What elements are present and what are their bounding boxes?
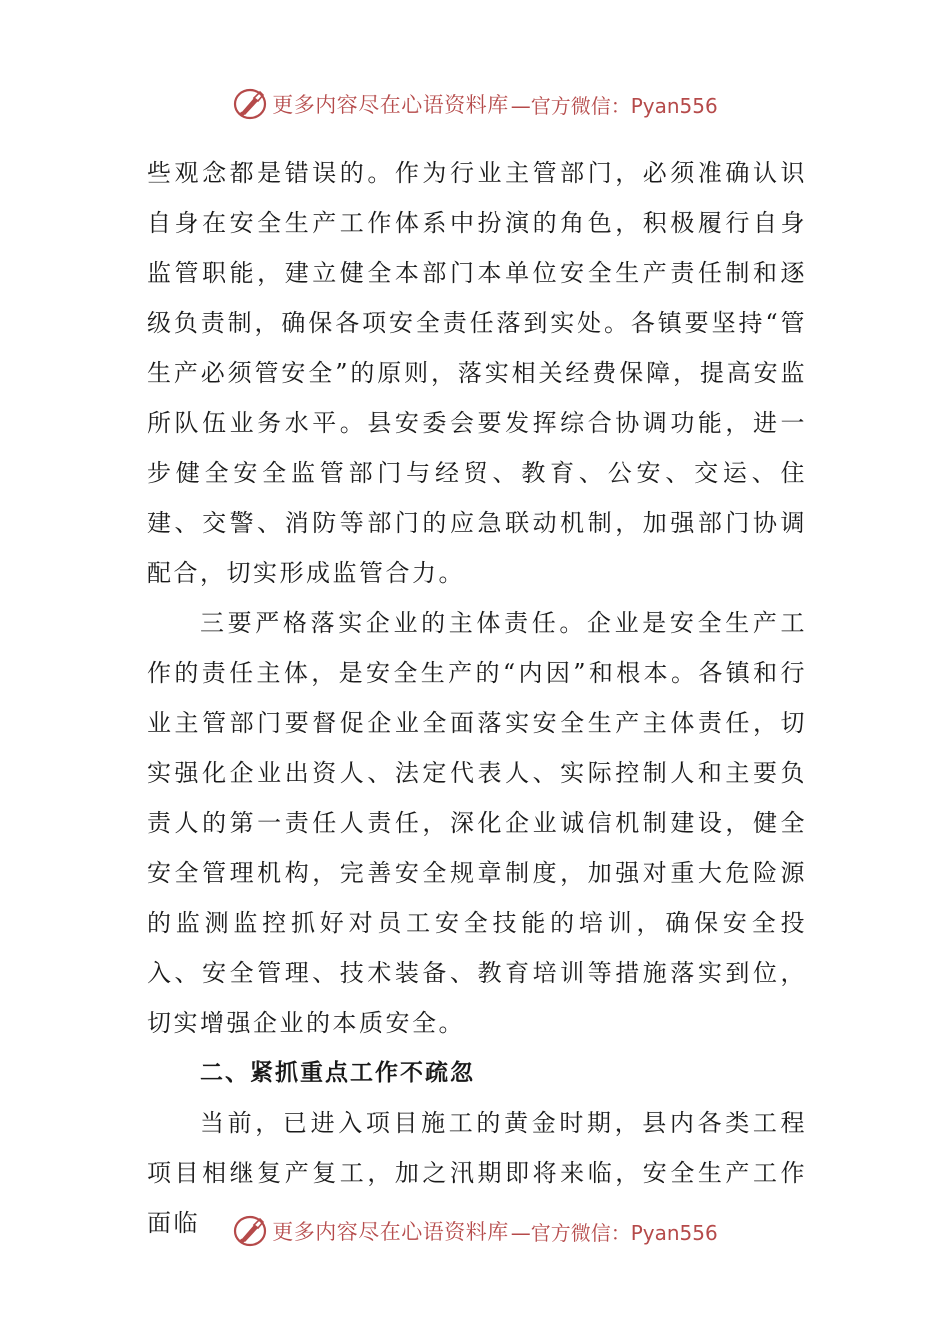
paragraph-1: 些观念都是错误的。作为行业主管部门，必须准确认识自身在安全生产工作体系中扮演的角色，积极履行自身监管职能，建立健全本部门本单位安全生产责任制和逐级负责制，确保各项安全责任落到实处。各镇要坚持“管生产必须管安全”的原则，落实相关经费保障，提高安监所队伍业务水平。县安委会要发挥综合协调功能，进一步健全安全监管部门与经贸、教育、公安、交运、住建、交警、消防等部门的应急联动机制，加强部门协调配合，切实形成监管合力。 xyxy=(147,159,807,587)
document-body xyxy=(147,148,807,1248)
paragraph-2: 三要严格落实企业的主体责任。企业是安全生产工作的责任主体，是安全生产的“内因”和根本。各镇和行业主管部门要督促企业全面落实安全生产主体责任，切实强化企业出资人、法定代表人、实际控制人和主要负责人的第一责任人责任，深化企业诚信机制建设，健全安全管理机构，完善安全规章制度，加强对重大危险源的监测监控抓好对员工安全技能的培训，确保安全投入、安全管理、技术装备、教育培训等措施落实到位，切实增强企业的本质安全。 xyxy=(147,609,807,1037)
header-banner xyxy=(0,84,950,124)
pen-nib-logo-icon xyxy=(232,1213,268,1249)
footer-brand-text: 更多内容尽在心语资料库 xyxy=(272,1220,509,1244)
footer-contact-text: —官方微信：Pyan556 xyxy=(510,1220,718,1245)
section-heading-2: 二、紧抓重点工作不疏忽 xyxy=(200,1060,475,1086)
footer-banner xyxy=(0,1211,950,1251)
header-brand-text: 更多内容尽在心语资料库 xyxy=(272,93,509,117)
header-contact-text: —官方微信：Pyan556 xyxy=(510,93,718,118)
pen-nib-logo-icon xyxy=(232,86,268,122)
paragraph-3: 当前，已进入项目施工的黄金时期，县内各类工程项目相继复产复工，加之汛期即将来临，安全生产工作面临 xyxy=(147,1109,807,1237)
